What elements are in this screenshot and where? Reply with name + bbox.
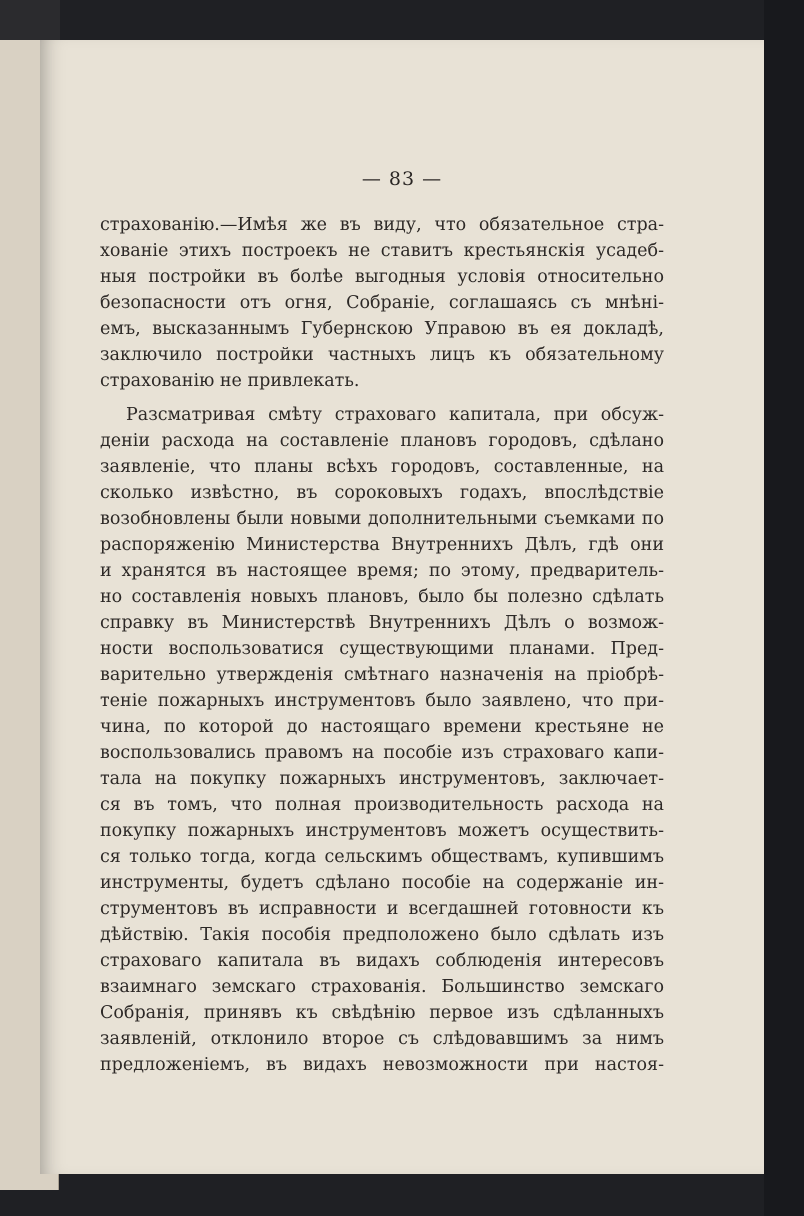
text-line: безопасности отъ огня, Собраніе, соглашаясь съ мнѣні- — [100, 293, 664, 313]
text-line: ся въ томъ, что полная производительность расхода на — [100, 795, 664, 815]
text-line: чина, по которой до настоящаго времени крестьяне не — [100, 717, 664, 737]
text-line: предложеніемъ, въ видахъ невозможности при настоя- — [100, 1055, 664, 1075]
paragraph-1 — [100, 212, 664, 394]
text-line: страхованію.—Имѣя же въ виду, что обязательное стра- — [100, 215, 664, 235]
text-line: ся только тогда, когда сельскимъ обществамъ, купившимъ — [100, 847, 664, 867]
text-line: возобновлены были новыми дополнительными съемками по — [100, 509, 664, 529]
text-line: Собранія, принявъ къ свѣдѣнію первое изъ сдѣланныхъ — [100, 1003, 664, 1023]
text-line: воспользовались правомъ на пособіе изъ страховаго капи- — [100, 743, 664, 763]
text-line: теніе пожарныхъ инструментовъ было заявлено, что при- — [100, 691, 664, 711]
text-line: ности воспользоватися существующими планами. Пред- — [100, 639, 664, 659]
text-line: Разсматривая смѣту страховаго капитала, при обсуж- — [126, 405, 664, 425]
text-line: струментовъ въ исправности и всегдашней готовности къ — [100, 899, 664, 919]
text-line: распоряженію Министерства Внутреннихъ Дѣлъ, гдѣ они — [100, 535, 664, 555]
text-line: и хранятся въ настоящее время; по этому, предваритель- — [100, 561, 664, 581]
text-line: ныя постройки въ болѣе выгодныя условія относительно — [100, 267, 664, 287]
text-line: хованіе этихъ построекъ не ставитъ крестьянскія усадеб- — [100, 241, 664, 261]
text-line: емъ, высказаннымъ Губернскою Управою въ ея докладѣ, — [100, 319, 664, 339]
text-line: взаимнаго земскаго страхованія. Большинство земскаго — [100, 977, 664, 997]
text-line: деніи расхода на составленіе плановъ городовъ, сдѣлано — [100, 431, 664, 451]
text-line: заключило постройки частныхъ лицъ къ обязательному — [100, 345, 664, 365]
text-line: справку въ Министерствѣ Внутреннихъ Дѣлъ о возмож- — [100, 613, 664, 633]
text-line: страховаго капитала въ видахъ соблюденія интересовъ — [100, 951, 664, 971]
text-line: покупку пожарныхъ инструментовъ можетъ осуществить- — [100, 821, 664, 841]
text-line: заявленіе, что планы всѣхъ городовъ, составленные, на — [100, 457, 664, 477]
text-line: но составленія новыхъ плановъ, было бы полезно сдѣлать — [100, 587, 664, 607]
text-line: тала на покупку пожарныхъ инструментовъ, заключает- — [100, 769, 664, 789]
text-line: инструменты, будетъ сдѣлано пособіе на содержаніе ин- — [100, 873, 664, 893]
text-line: варительно утвержденія смѣтнаго назначенія на пріобрѣ- — [100, 665, 664, 685]
text-line: дѣйствію. Такія пособія предположено было сдѣлать изъ — [100, 925, 664, 945]
text-line: заявленій, отклонило второе съ слѣдовавшимъ за нимъ — [100, 1029, 664, 1049]
text-line: страхованію не привлекать. — [100, 371, 360, 391]
text-line: сколько извѣстно, въ сороковыхъ годахъ, впослѣдствіе — [100, 483, 664, 503]
page-number: — 83 — — [361, 168, 443, 190]
paragraph-2 — [100, 402, 664, 1078]
